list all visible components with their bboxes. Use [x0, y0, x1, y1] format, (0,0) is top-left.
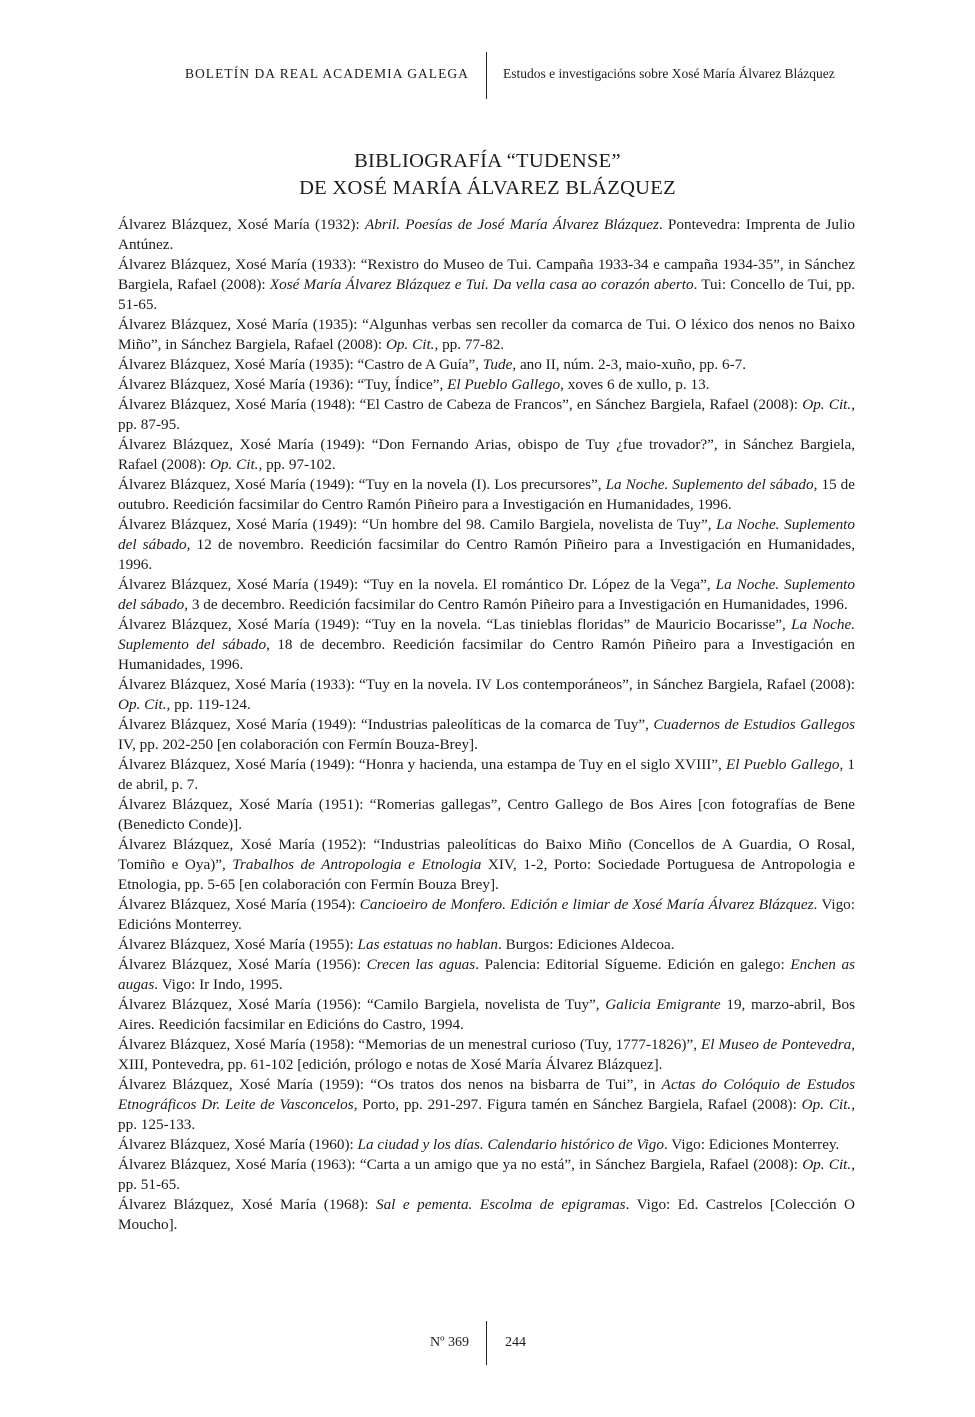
entry-italic-title: Op. Cit. — [209, 456, 259, 473]
bibliography-entry — [118, 1035, 855, 1075]
entry-text: , 3 de decembro. Reedición facsimilar do Centro Ramón Piñeiro para a Investigación en Humanidades, 1996. — [184, 596, 848, 613]
entry-italic-title: El Pueblo Gallego — [725, 756, 840, 773]
bibliography-entry — [118, 995, 855, 1035]
entry-text: , ano II, núm. 2-3, maio-xuño, pp. 6-7. — [512, 356, 747, 373]
entry-italic-title: La Noche. Suplemento del sábado — [118, 616, 856, 653]
bibliography-entry — [118, 215, 855, 255]
entry-italic-title: La Noche. Suplemento del sábado — [118, 576, 855, 613]
entry-italic-title: Op. Cit. — [118, 696, 167, 713]
entry-text: Álvarez Blázquez, Xosé María (1936): “Tuy, Índice”, — [118, 376, 448, 393]
entry-text: , XIII, Pontevedra, pp. 61-102 [edición, prólogo e notas de Xosé María Álvarez Blázquez]. — [118, 1036, 855, 1073]
entry-text: , 1 de abril, p. 7. — [118, 756, 855, 793]
entry-italic-title: Op. Cit. — [802, 1156, 852, 1173]
bibliography-entry — [118, 1075, 855, 1135]
bibliography-entry — [118, 355, 855, 375]
entry-text: IV, pp. 202-250 [en colaboración con Fermín Bouza-Brey]. — [118, 736, 478, 753]
entry-italic-title: La Noche. Suplemento del sábado — [605, 476, 814, 493]
entry-text: , pp. 87-95. — [118, 396, 855, 433]
entry-text: Álvarez Blázquez, Xosé María (1949): “Industrias paleolíticas de la comarca de Tuy”, — [118, 716, 654, 733]
entry-text: Álvarez Blázquez, Xosé María (1949): “Don Fernando Arias, obispo de Tuy ¿fue trovador?”, in Sánchez Bargiela, Rafael (2008): — [118, 436, 855, 473]
journal-title: BOLETÍN DA REAL ACADEMIA GALEGA — [184, 66, 469, 81]
bibliography-entry — [118, 255, 855, 315]
entry-text: . Tui: Concello de Tui, pp. 51-65. — [118, 276, 856, 313]
entry-italic-title: Trabalhos de Antropologia e Etnologia — [232, 856, 482, 873]
entry-text: . Vigo: Ed. Castrelos [Colección O Moucho]. — [118, 1196, 855, 1233]
entry-text: , xoves 6 de xullo, p. 13. — [560, 376, 710, 393]
entry-text: Álvarez Blázquez, Xosé María (1935): “Castro de A Guía”, — [118, 356, 483, 373]
entry-italic-title: Xosé María Álvarez Blázquez e Tui. Da vella casa ao corazón aberto — [269, 276, 694, 293]
entry-text: Álvarez Blázquez, Xosé María (1932): — [118, 216, 365, 233]
entry-text: Álvarez Blázquez, Xosé María (1959): “Os tratos dos nenos na bisbarra de Tui”, in — [118, 1076, 662, 1093]
bibliography-entry — [118, 315, 855, 355]
running-header — [0, 52, 975, 102]
entry-text: . Pontevedra: Imprenta de Julio Antúnez. — [118, 216, 856, 253]
page-footer — [0, 1321, 975, 1371]
entry-text: , pp. 97-102. — [258, 456, 336, 473]
bibliography-entry — [118, 895, 855, 935]
bibliography-entry — [118, 1195, 855, 1235]
bibliography-entry — [118, 795, 855, 835]
entry-italic-title: Galicia Emigrante — [605, 996, 721, 1013]
entry-italic-title: Cancioeiro de Monfero. Edición e limiar de Xosé María Álvarez Blázquez — [359, 896, 814, 913]
entry-text: . Vigo: Ir Indo, 1995. — [154, 976, 283, 993]
entry-italic-title: Op. Cit. — [802, 396, 852, 413]
title-line-2: DE XOSÉ MARÍA ÁLVAREZ BLÁZQUEZ — [299, 177, 676, 199]
entry-text: Álvarez Blázquez, Xosé María (1933): “Tuy en la novela. IV Los contemporáneos”, in Sánchez Bargiela, Rafael (2008): — [118, 676, 855, 693]
entry-text: , pp. 77-82. — [434, 336, 505, 353]
entry-text: Álvarez Blázquez, Xosé María (1951): “Romerias gallegas”, Centro Gallego de Bos Aires [con fotografías de Bene (Benedicto Conde)]. — [118, 796, 855, 833]
entry-text: Álvarez Blázquez, Xosé María (1955): — [118, 936, 358, 953]
bibliography-entry — [118, 1135, 855, 1155]
bibliography-entry — [118, 395, 855, 435]
entry-text: , pp. 51-65. — [118, 1156, 855, 1193]
entry-italic-title: Actas do Colóquio de Estudos Etnográficos Dr. Leite de Vasconcelos — [118, 1076, 856, 1113]
entry-text: Álvarez Blázquez, Xosé María (1933): “Rexistro do Museo de Tui. Campaña 1933-34 e campaña 1934-35”, in Sánchez Bargiela, Rafael (2008): — [118, 256, 855, 293]
entry-italic-title: Enchen as augas — [118, 956, 856, 993]
bibliography-entry — [118, 955, 855, 995]
bibliography-list — [118, 215, 855, 1235]
title-line-1: BIBLIOGRAFÍA “TUDENSE” — [354, 150, 621, 172]
entry-text: , pp. 119-124. — [166, 696, 251, 713]
entry-text: , 15 de outubro. Reedición facsimilar do Centro Ramón Piñeiro para a Investigación en Humanidades, 1996. — [118, 476, 855, 513]
entry-text: . Vigo: Edicións Monterrey. — [118, 896, 855, 933]
entry-text: Álvarez Blázquez, Xosé María (1935): “Algunhas verbas sen recoller da comarca de Tui. O léxico dos nenos no Baixo Miño”, in Sánchez Bargiela, Rafael (2008): — [118, 316, 855, 353]
bibliography-entry — [118, 575, 855, 615]
bibliography-entry — [118, 1155, 855, 1195]
bibliography-entry — [118, 675, 855, 715]
entry-italic-title: Cuadernos de Estudios Gallegos — [653, 716, 855, 733]
entry-italic-title: El Pueblo Gallego — [447, 376, 561, 393]
entry-text: Álvarez Blázquez, Xosé María (1954): — [118, 896, 360, 913]
bibliography-entry — [118, 715, 855, 755]
entry-text: Álvarez Blázquez, Xosé María (1948): “El Castro de Cabeza de Francos”, en Sánchez Bargiela, Rafael (2008): — [118, 396, 803, 413]
bibliography-entry — [118, 515, 855, 575]
entry-text: . Palencia: Editorial Sígueme. Edición en galego: — [475, 956, 791, 973]
entry-italic-title: El Museo de Pontevedra — [700, 1036, 852, 1053]
bibliography-entry — [118, 475, 855, 515]
entry-text: Álvarez Blázquez, Xosé María (1949): “Honra y hacienda, una estampa de Tuy en el siglo XVIII”, — [118, 756, 726, 773]
entry-text: 19, marzo-abril, Bos Aires. Reedición facsimilar en Edicións do Castro, 1994. — [118, 996, 855, 1033]
entry-text: XIV, 1-2, Porto: Sociedade Portuguesa de Antropologia e Etnologia, pp. 5-65 [en colaboración con Fermín Bouza Brey]. — [118, 856, 855, 893]
bibliography-entry — [118, 935, 855, 955]
entry-text: , Porto, pp. 291-297. Figura tamén en Sánchez Bargiela, Rafael (2008): — [353, 1096, 802, 1113]
entry-text: . Vigo: Ediciones Monterrey. — [663, 1136, 840, 1153]
entry-italic-title: Crecen las aguas — [366, 956, 476, 973]
entry-italic-title: Sal e pementa. Escolma de epigramas — [375, 1196, 626, 1213]
bibliography-entry — [118, 755, 855, 795]
section-title: Estudos e investigacións sobre Xosé María Álvarez Blázquez — [503, 66, 835, 81]
entry-italic-title: La ciudad y los días. Calendario histórico de Vigo — [357, 1136, 664, 1153]
entry-text: , 12 de novembro. Reedición facsimilar do Centro Ramón Piñeiro para a Investigación en Humanidades, 1996. — [118, 536, 856, 573]
entry-text: Álvarez Blázquez, Xosé María (1949): “Tuy en la novela (I). Los precursores”, — [118, 476, 606, 493]
bibliography-entry — [118, 435, 855, 475]
issue-number: Nº 369 — [430, 1335, 469, 1350]
entry-italic-title: La Noche. Suplemento del sábado — [118, 516, 856, 553]
page-number: 244 — [505, 1335, 526, 1350]
entry-italic-title: Op. Cit. — [801, 1096, 852, 1113]
entry-text: . Burgos: Ediciones Aldecoa. — [498, 936, 675, 953]
entry-text: Álvarez Blázquez, Xosé María (1949): “Tuy en la novela. “Las tinieblas floridas” de Mauricio Bocarisse”, — [118, 616, 792, 633]
entry-italic-title: Op. Cit. — [385, 336, 435, 353]
entry-text: , 18 de decembro. Reedición facsimilar do Centro Ramón Piñeiro para a Investigación en Humanidades, 1996. — [118, 636, 855, 673]
bibliography-entry — [118, 375, 855, 395]
page-title — [0, 148, 975, 202]
entry-text: Álvarez Blázquez, Xosé María (1949): “Un hombre del 98. Camilo Bargiela, novelista de Tuy”, — [118, 516, 717, 533]
entry-italic-title: Abril. Poesías de José María Álvarez Blázquez — [364, 216, 659, 233]
header-divider — [486, 52, 487, 99]
entry-text: Álvarez Blázquez, Xosé María (1956): — [118, 956, 367, 973]
entry-text: Álvarez Blázquez, Xosé María (1952): “Industrias paleolíticas do Baixo Miño (Concellos de A Guardia, O Rosal, Tomiño e Oya)”, — [118, 836, 855, 873]
entry-text: Álvarez Blázquez, Xosé María (1958): “Memorias de un menestral curioso (Tuy, 1777-1826)”, — [118, 1036, 701, 1053]
entry-italic-title: Tude — [482, 356, 513, 373]
entry-text: , pp. 125-133. — [118, 1096, 856, 1133]
entry-text: Álvarez Blázquez, Xosé María (1949): “Tuy en la novela. El romántico Dr. López de la Vega”, — [118, 576, 716, 593]
entry-text: Álvarez Blázquez, Xosé María (1968): — [118, 1196, 376, 1213]
entry-text: Álvarez Blázquez, Xosé María (1956): “Camilo Bargiela, novelista de Tuy”, — [118, 996, 606, 1013]
entry-text: Álvarez Blázquez, Xosé María (1963): “Carta a un amigo que ya no está”, in Sánchez Bargiela, Rafael (2008): — [118, 1156, 803, 1173]
bibliography-entry — [118, 615, 855, 675]
entry-italic-title: Las estatuas no hablan — [357, 936, 499, 953]
entry-text: Álvarez Blázquez, Xosé María (1960): — [118, 1136, 358, 1153]
bibliography-entry — [118, 835, 855, 895]
footer-divider — [486, 1321, 487, 1365]
